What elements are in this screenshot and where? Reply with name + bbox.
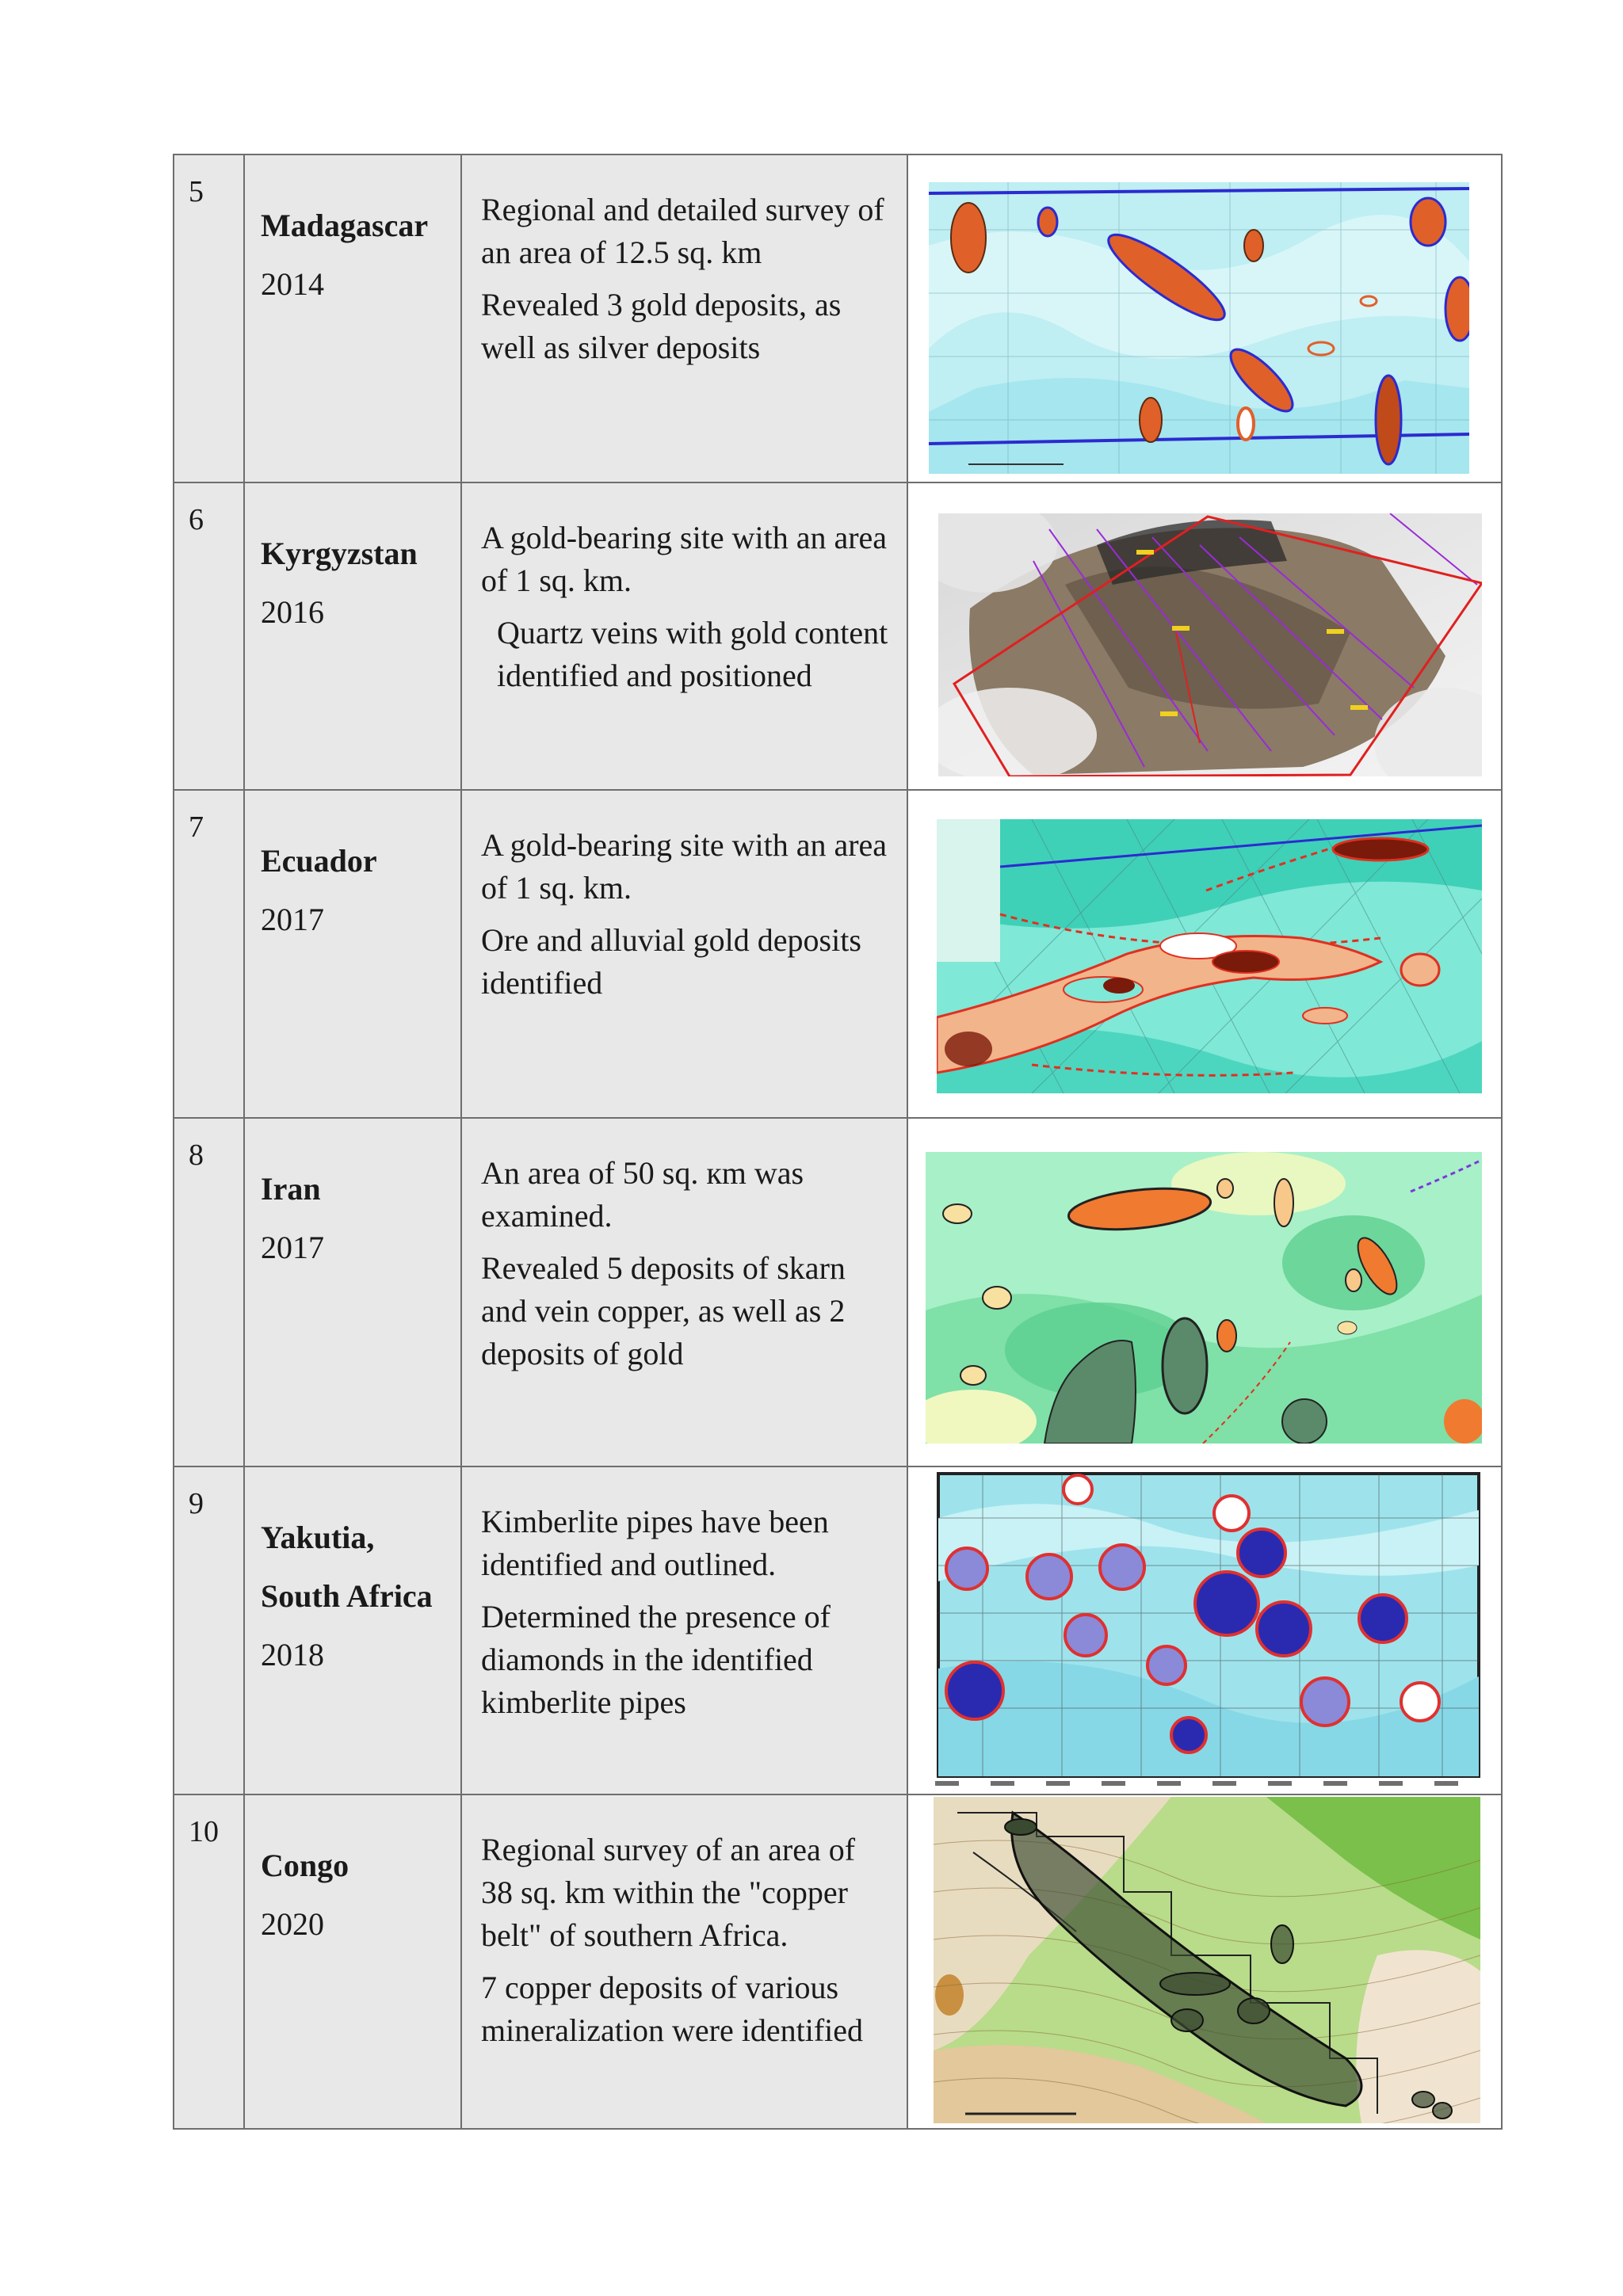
description-paragraph: A gold-bearing site with an area of 1 sq. km. (481, 827, 888, 906)
description-cell (461, 1794, 907, 2129)
table-row (174, 482, 1502, 790)
description-paragraph: Revealed 3 gold deposits, as well as silver deposits (481, 287, 842, 365)
description-paragraph: Regional and detailed survey of an area of 12.5 sq. km (481, 192, 884, 270)
description-cell (461, 1466, 907, 1794)
table-row (174, 1466, 1502, 1794)
country-name-line-2: South Africa (261, 1578, 433, 1614)
anomaly-map-madagascar (929, 182, 1469, 474)
description-cell (461, 1118, 907, 1466)
satellite-image-kyrgyzstan (938, 513, 1482, 776)
survey-results-table (173, 154, 1503, 2130)
map-cell (907, 790, 1502, 1118)
country-name: Kyrgyzstan (261, 536, 418, 571)
topographic-map-congo (934, 1797, 1480, 2123)
country-name: Yakutia, (261, 1520, 375, 1555)
row-number: 9 (189, 1487, 204, 1520)
description-paragraph: Ore and alluvial gold deposits identified (481, 922, 861, 1001)
country-name: Ecuador (261, 843, 377, 879)
map-cell (907, 154, 1502, 482)
country-cell (244, 482, 461, 790)
country-name: Madagascar (261, 208, 429, 243)
description-cell (461, 790, 907, 1118)
anomaly-map-iran (926, 1152, 1482, 1444)
row-number: 8 (189, 1138, 204, 1172)
row-number-cell (174, 154, 244, 482)
description-paragraph: Revealed 5 deposits of skarn and vein copper, as well as 2 deposits of gold (481, 1250, 846, 1371)
row-number-cell (174, 1794, 244, 2129)
row-number: 6 (189, 503, 204, 536)
row-number-cell (174, 790, 244, 1118)
survey-year: 2018 (261, 1637, 324, 1672)
row-number: 10 (189, 1815, 219, 1848)
row-number: 5 (189, 175, 204, 208)
row-number: 7 (189, 810, 204, 844)
description-paragraph: An area of 50 sq. кm was examined. (481, 1155, 804, 1234)
survey-year: 2020 (261, 1906, 324, 1942)
country-cell (244, 154, 461, 482)
description-paragraph: 7 copper deposits of various mineralization were identified (481, 1970, 864, 2048)
survey-year: 2017 (261, 902, 324, 937)
country-cell (244, 1466, 461, 1794)
survey-year: 2017 (261, 1230, 324, 1265)
description-paragraph: Kimberlite pipes have been identified and outlined. (481, 1504, 829, 1582)
map-cell (907, 482, 1502, 790)
row-number-cell (174, 1466, 244, 1794)
country-cell (244, 1118, 461, 1466)
anomaly-map-ecuador (937, 819, 1482, 1093)
description-cell (461, 482, 907, 790)
anomaly-map-yakutia (935, 1470, 1482, 1789)
table-row (174, 154, 1502, 482)
map-cell (907, 1118, 1502, 1466)
description-paragraph: Determined the presence of diamonds in the identified kimberlite pipes (481, 1599, 831, 1720)
country-name: Congo (261, 1848, 349, 1883)
description-paragraph: Regional survey of an area of 38 sq. km within the "copper belt" of southern Africa. (481, 1832, 856, 1953)
map-cell (907, 1466, 1502, 1794)
country-name: Iran (261, 1171, 321, 1207)
table-row (174, 1118, 1502, 1466)
table-row (174, 790, 1502, 1118)
table-row (174, 1794, 1502, 2129)
map-cell (907, 1794, 1502, 2129)
row-number-cell (174, 1118, 244, 1466)
country-cell (244, 790, 461, 1118)
description-cell (461, 154, 907, 482)
country-cell (244, 1794, 461, 2129)
survey-year: 2016 (261, 594, 324, 630)
row-number-cell (174, 482, 244, 790)
survey-year: 2014 (261, 266, 324, 302)
description-paragraph: A gold-bearing site with an area of 1 sq. km. (481, 520, 888, 598)
description-paragraph: Quartz veins with gold content identified and positioned (497, 615, 888, 693)
